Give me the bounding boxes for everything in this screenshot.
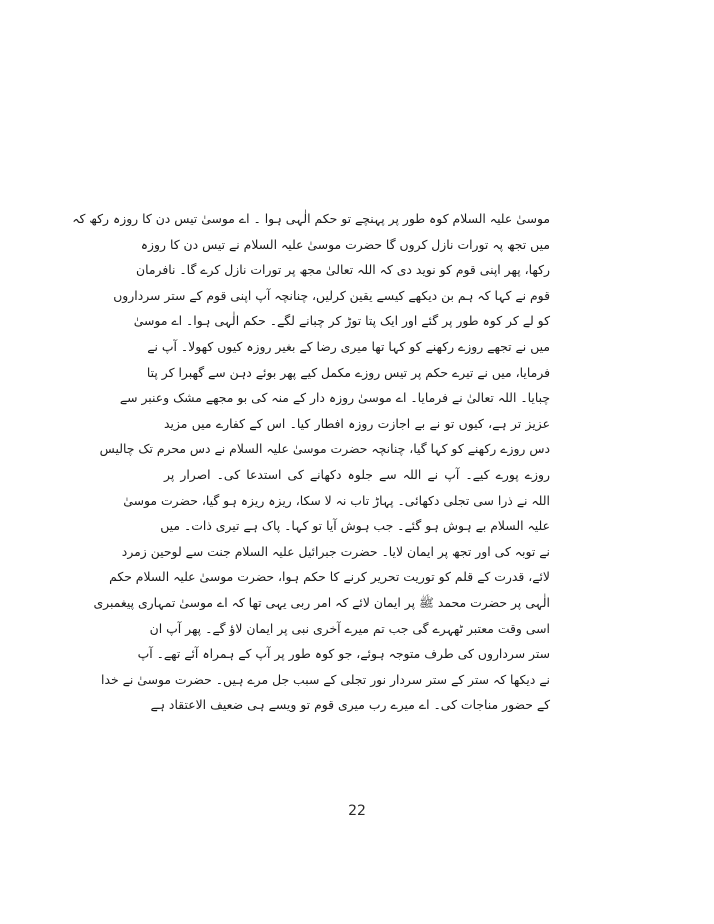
text-line: الٰہی پر حضرت محمد ﷺ پر ایمان لائے کہ امر ربی یہی تھا کہ اے موسیٰ تمہاری پیغمبری [93, 594, 550, 610]
text-line: اسی وقت معتبر ٹھہرے گی جب تم میرے آخری نبی پر ایمان لاؤ گے۔ پھر آپ ان [149, 620, 550, 636]
text-line: موسیٰ علیہ السلام کوہ طور پر پہنچے تو حکم الٰہی ہوا ۔ اے موسیٰ تیس دن کا روزہ رکھ کہ [72, 211, 550, 226]
body-text [72, 206, 550, 718]
page-number: 22 [348, 803, 366, 819]
text-line: عزیز تر ہے، کیوں تو نے بے اجازت روزہ افطار کیا۔ اس کے کفارے میں مزید [164, 415, 550, 431]
text-line: کے حضور مناجات کی۔ اے میرے رب میری قوم تو ویسے ہی ضعیف الاعتقاد ہے [150, 697, 550, 713]
text-line: دس روزے رکھنے کو کہا گیا، چنانچہ حضرت موسیٰ علیہ السلام نے دس محرم تک چالیس [99, 441, 550, 457]
text-line: ستر سرداروں کی طرف متوجہ ہوئے، جو کوہ طور پر آپ کے ہمراہ آئے تھے۔ آپ [137, 646, 550, 662]
text-line: رکھا، پھر اپنی قوم کو نوید دی کہ اللہ تعالیٰ مجھ پر تورات نازل کرے گا۔ نافرمان [135, 262, 550, 278]
text-line: فرمایا، میں نے تیرے حکم پر تیس روزے مکمل کیے پھر بوئے دہن سے گھبرا کر پتا [146, 364, 550, 380]
text-line: لائے، قدرت کے قلم کو توریت تحریر کرنے کا حکم ہوا، حضرت موسیٰ علیہ السلام حکم [109, 569, 550, 585]
text-line: نے دیکھا کہ ستر کے ستر سردار نور تجلی کے سبب جل مرے ہیں۔ حضرت موسیٰ نے خدا [101, 671, 550, 687]
text-line: روزے پورے کیے۔ آپ نے اللہ سے جلوہ دکھانے کی استدعا کی۔ اصرار پر [164, 466, 550, 482]
text-line: چبایا۔ اللہ تعالیٰ نے فرمایا۔ اے موسیٰ روزہ دار کے منہ کی بو مجھے مشک وعنبر سے [119, 390, 550, 406]
text-line: کو لے کر کوہ طور پر گئے اور ایک پتا توڑ کر چبانے لگے۔ حکم الٰہی ہوا۔ اے موسیٰ [133, 313, 550, 329]
text-line: اللہ نے ذرا سی تجلی دکھائی۔ پہاڑ تاب نہ لا سکا، ریزہ ریزہ ہو گیا، حضرت موسیٰ [123, 492, 550, 508]
text-line: نے توبہ کی اور تجھ پر ایمان لایا۔ حضرت جبرائیل علیہ السلام جنت سے لوحین زمرد [121, 543, 550, 559]
text-line: قوم نے کہا کہ ہم بن دیکھے کیسے یقین کرلیں، چنانچہ آپ اپنی قوم کے ستر سرداروں [113, 287, 550, 303]
text-line: میں نے تجھے روزے رکھنے کو کہا تھا میری رضا کے بغیر روزہ کیوں کھولا۔ آپ نے [147, 338, 550, 354]
text-line: میں تجھ پہ تورات نازل کروں گا حضرت موسیٰ علیہ السلام نے تیس دن کا روزہ [140, 236, 550, 252]
text-line: علیہ السلام بے ہوش ہو گئے۔ جب ہوش آیا تو کہا۔ پاک ہے تیری ذات۔ میں [160, 518, 550, 534]
